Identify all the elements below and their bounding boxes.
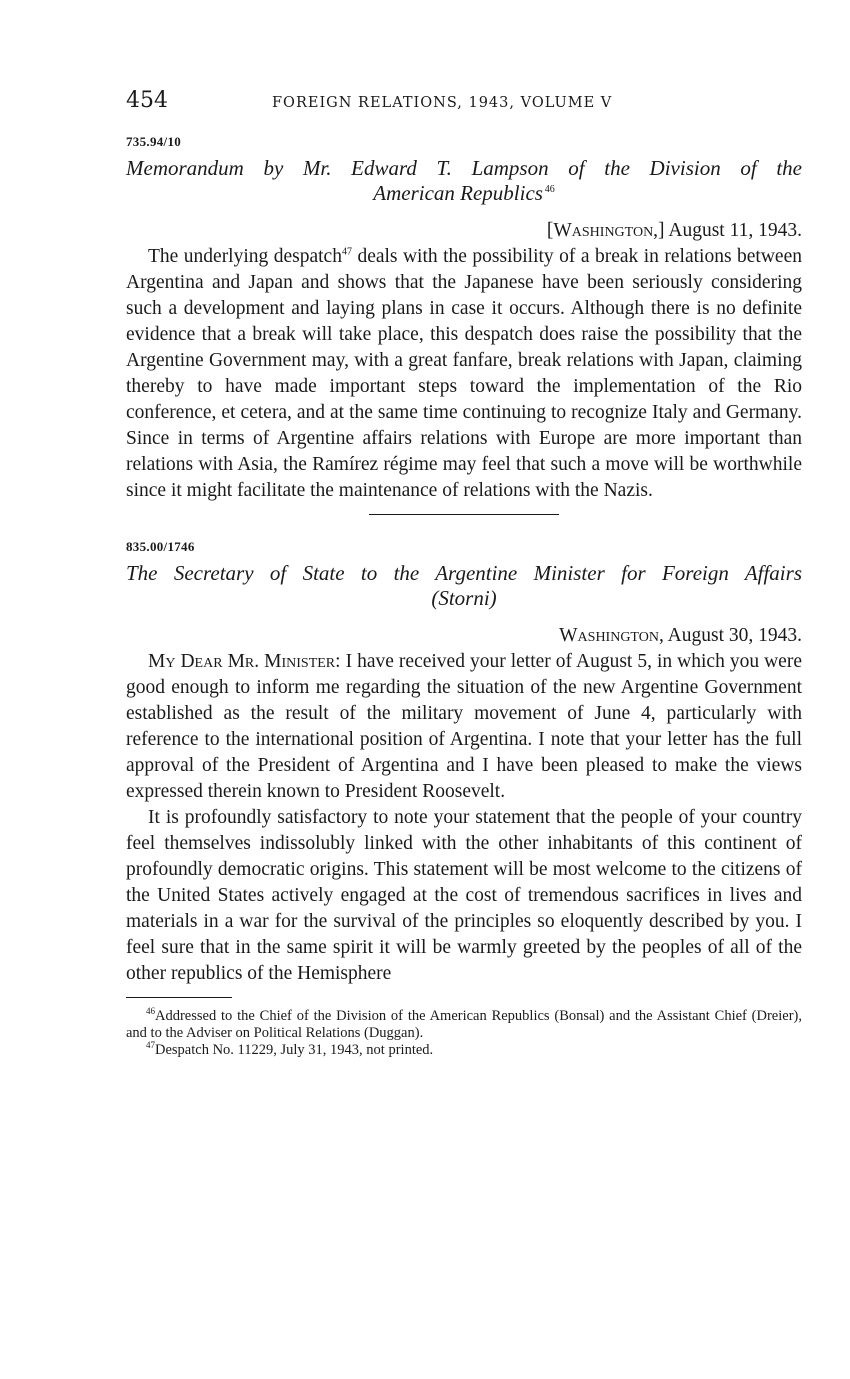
dateline-place: Washington, — [559, 625, 664, 646]
footnote-reference: 47 — [341, 246, 352, 258]
dateline — [126, 623, 802, 649]
footnote-text: Addressed to the Chief of the Division of the American Republics (Bonsal) and the Assistant Chief (Dreier), and to the Adviser on Political Relations (Duggan). — [126, 1008, 802, 1041]
footnote-number: 46 — [146, 1006, 155, 1017]
dateline — [126, 218, 802, 244]
title-line — [126, 181, 802, 206]
footnotes — [126, 1008, 802, 1059]
body-paragraph: It is profoundly satisfactory to note your statement that the people of your country feel themselves indissolubly linked with the other inhabitants of this continent of profoundly democratic origins. This statement will be most welcome to the citizens of the United States actively engaged at the cost of tremendous sacrifices in lives and materials in a war for the survival of the principles so eloquently described by you. I feel sure that in the same spirit it will be warmly greeted by the peoples of all of the other republics of the Hemisphere — [126, 807, 802, 984]
paragraph-text: I have received your letter of August 5, in which you were good enough to inform me regarding the situation of the new Argentine Government established as the result of the military movement of June 4, particularly with reference to the international position of Argentina. I note that your letter has the full approval of the President of Argentina and I have been pleased to make the views expressed therein known to President Roosevelt. — [126, 651, 802, 802]
document-title — [126, 561, 802, 611]
footnote-number: 47 — [146, 1040, 155, 1051]
file-number: 835.00/1746 — [126, 539, 195, 554]
file-number: 735.94/10 — [126, 134, 182, 149]
document-title — [126, 156, 802, 206]
paragraph-text: The underlying despatch — [148, 246, 342, 267]
paragraph-text: deals with the possibility of a break in relations between Argentina and Japan and shows that the Japanese have been seriously considering such a development and laying plans in case it occurs. Although there is no definite evidence that a break will take place, this despatch does raise the possibility that the Argentine Government may, with a great fanfare, break relations with Japan, claiming thereby to have made important steps toward the implementation of the Rio conference, et cetera, and at the same time continuing to recognize Italy and Germany. Since in terms of Argentine affairs relations with Europe are more important than relations with Asia, the Ramírez régime may feel that such a move will be worthwhile since it might facilitate the maintenance of relations with the Nazis. — [126, 246, 802, 501]
section-divider — [369, 514, 559, 515]
salutation: My Dear Mr. Minister: — [148, 651, 341, 672]
document-page — [126, 88, 802, 1059]
title-line: (Storni) — [431, 586, 497, 610]
title-text: American Republics — [373, 181, 543, 205]
footnote-rule — [126, 997, 232, 998]
footnote-reference: 46 — [544, 184, 555, 195]
header-title: FOREIGN RELATIONS, 1943, VOLUME V — [272, 95, 613, 111]
page-number: 454 — [126, 88, 168, 113]
body-paragraph — [126, 244, 802, 504]
title-line: Memorandum by Mr. Edward T. Lampson of the Division of the — [126, 156, 802, 180]
footnote — [126, 1008, 802, 1042]
footnote — [126, 1042, 802, 1059]
title-line: The Secretary of State to the Argentine Minister for Foreign Affairs — [126, 561, 802, 585]
body-paragraph — [126, 649, 802, 805]
footnote-text: Despatch No. 11229, July 31, 1943, not printed. — [155, 1042, 434, 1058]
dateline-date: August 11, 1943. — [668, 220, 802, 241]
running-header — [126, 88, 802, 120]
dateline-place: [Washington,] — [546, 220, 665, 241]
dateline-date: August 30, 1943. — [667, 625, 802, 646]
